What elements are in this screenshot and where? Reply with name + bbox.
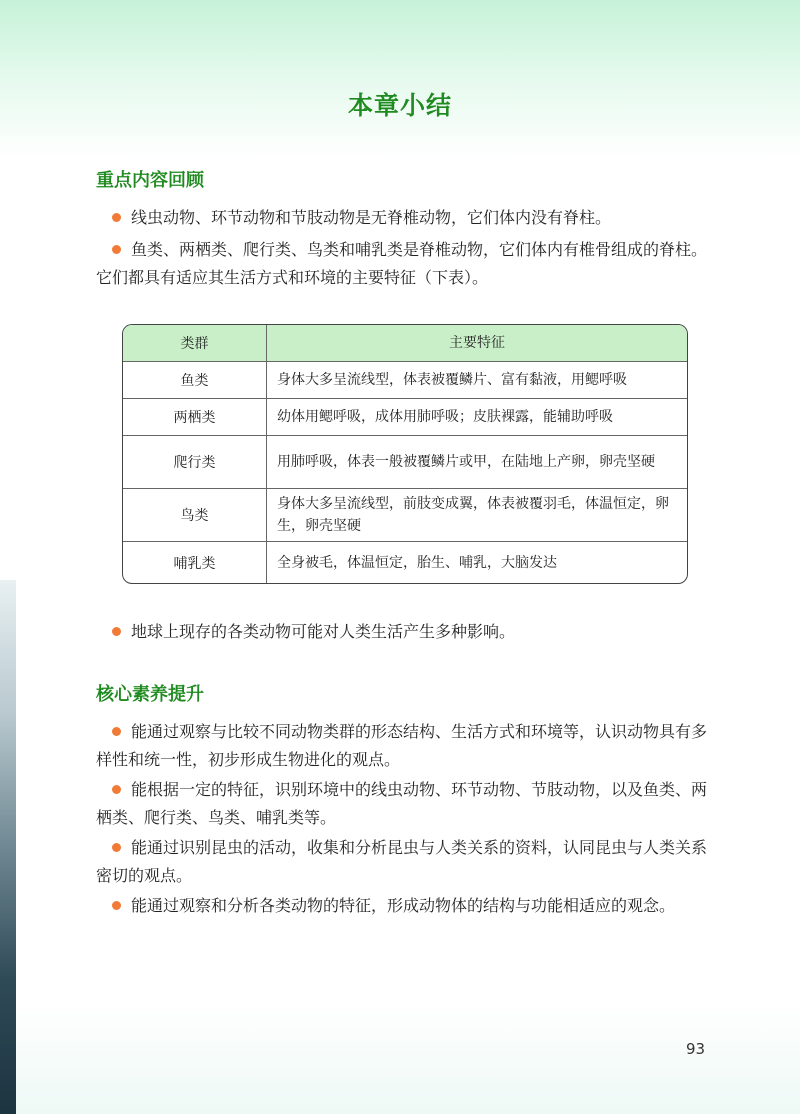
table-header-row <box>123 325 687 361</box>
bullet-icon <box>112 785 121 794</box>
table-cell-group: 哺乳类 <box>123 542 267 583</box>
table-cell-group: 鱼类 <box>123 362 267 398</box>
table-cell-feature: 全身被毛，体温恒定，胎生、哺乳，大脑发达 <box>277 554 557 571</box>
section-heading-core-competence: 核心素养提升 <box>96 684 204 705</box>
bullet-icon <box>112 213 121 222</box>
bullet-icon <box>112 627 121 636</box>
table-row <box>123 435 687 488</box>
decorative-side-strip <box>0 580 16 1114</box>
table-header-feature: 主要特征 <box>449 335 505 351</box>
section-heading-review: 重点内容回顾 <box>96 170 204 191</box>
table-row <box>123 488 687 541</box>
bullet-icon <box>112 245 121 254</box>
competence-item-2: 能根据一定的特征，识别环境中的线虫动物、环节动物、节肢动物，以及鱼类、两栖类、爬行类、鸟类、哺乳类等。 <box>96 780 708 827</box>
competence-item-1: 能通过观察与比较不同动物类群的形态结构、生活方式和环境等，认识动物具有多样性和统一性，初步形成生物进化的观点。 <box>96 722 708 769</box>
table-cell-feature: 身体大多呈流线型，前肢变成翼，体表被覆羽毛，体温恒定，卵生，卵壳坚硬 <box>277 496 669 534</box>
competence-item-3: 能通过识别昆虫的活动，收集和分析昆虫与人类关系的资料，认同昆虫与人类关系密切的观点。 <box>96 838 708 885</box>
review-item-2: 鱼类、两栖类、爬行类、鸟类和哺乳类是脊椎动物，它们体内有椎骨组成的脊柱。它们都具有适应其生活方式和环境的主要特征（下表）。 <box>96 240 708 287</box>
animal-features-table <box>122 324 688 584</box>
bullet-icon <box>112 727 121 736</box>
table-row <box>123 541 687 583</box>
table-cell-feature: 用肺呼吸，体表一般被覆鳞片或甲，在陆地上产卵，卵壳坚硬 <box>277 454 655 470</box>
competence-item-4: 能通过观察和分析各类动物的特征，形成动物体的结构与功能相适应的观念。 <box>96 892 716 920</box>
table-row <box>123 398 687 435</box>
table-row <box>123 361 687 398</box>
review-item-1: 线虫动物、环节动物和节肢动物是无脊椎动物，它们体内没有脊柱。 <box>96 204 716 232</box>
table-cell-group: 鸟类 <box>123 489 267 541</box>
bullet-icon <box>112 901 121 910</box>
table-cell-group: 两栖类 <box>123 399 267 435</box>
table-cell-feature: 身体大多呈流线型，体表被覆鳞片、富有黏液，用鳃呼吸 <box>277 372 627 388</box>
page-number: 93 <box>686 1040 706 1058</box>
table-cell-group: 爬行类 <box>123 436 267 488</box>
review-item-3: 地球上现存的各类动物可能对人类生活产生多种影响。 <box>96 618 716 646</box>
page-title: 本章小结 <box>347 91 452 120</box>
table-cell-feature: 幼体用鳃呼吸，成体用肺呼吸；皮肤裸露，能辅助呼吸 <box>277 409 613 425</box>
table-header-group: 类群 <box>123 325 267 361</box>
bullet-icon <box>112 843 121 852</box>
